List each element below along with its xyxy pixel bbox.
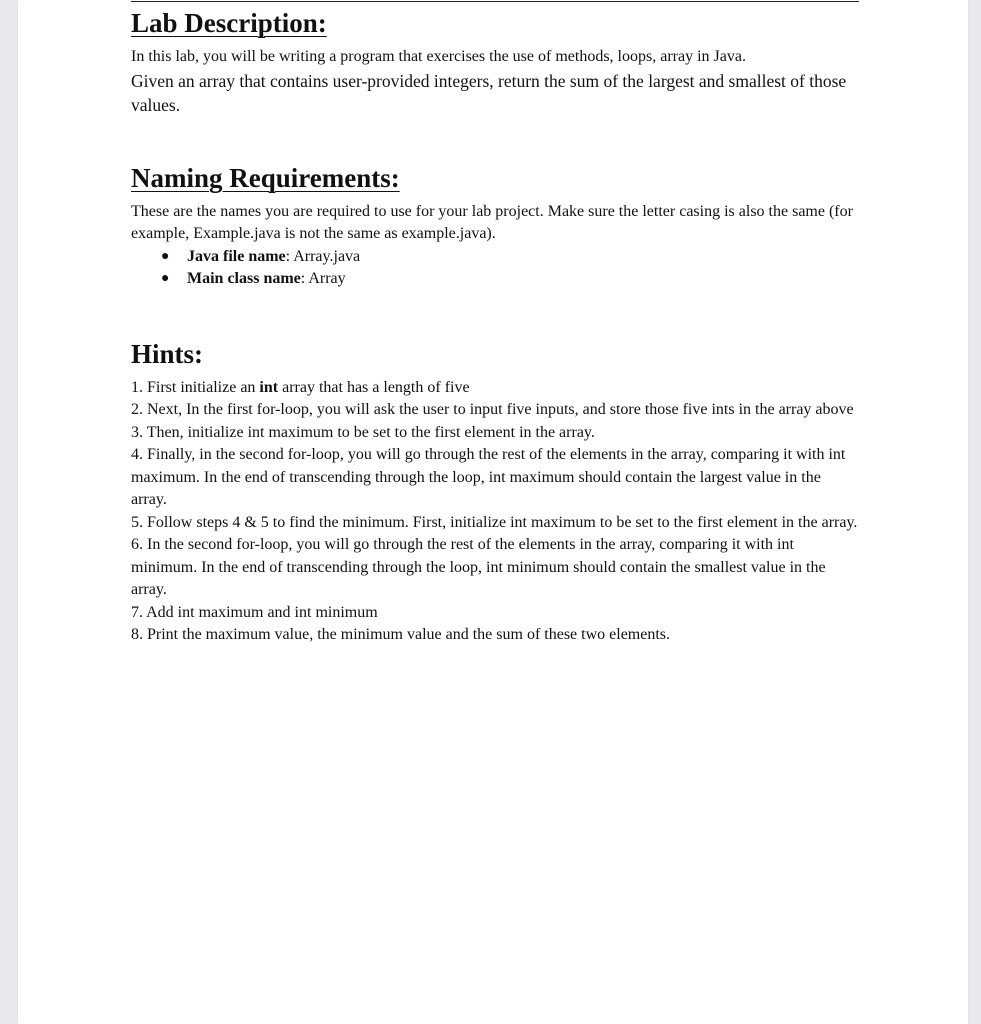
list-item: 8. Print the maximum value, the minimum value and the sum of these two elements.: [131, 626, 671, 643]
list-item: 3. Then, initialize int maximum to be set to the first element in the array.: [131, 423, 595, 441]
lab-description-line-1: In this lab, you will be writing a program that exercises the use of methods, loops, array in Java.: [131, 48, 746, 65]
list-item: 4. Finally, in the second for-loop, you will go through the rest of the elements in the array, comparing it with int maximum. In the end of transcending through the loop, int maximum should contain the largest value in the array.: [131, 446, 846, 508]
requirement-label: Java file name: [187, 247, 286, 265]
list-item: [131, 377, 859, 400]
bullet-icon: ●: [161, 271, 170, 286]
requirement-value: : Array.java: [285, 247, 361, 265]
list-item: [131, 246, 859, 269]
requirement-label: Main class name: [187, 270, 301, 287]
lab-description-section: [131, 6, 859, 118]
list-item: 2. Next, In the first for-loop, you will ask the user to input five inputs, and store those five ints in the array above: [131, 401, 854, 418]
hint-1-text-post: array that has a length of five: [278, 378, 470, 396]
requirement-value: : Array: [300, 270, 346, 287]
hints-list: [131, 377, 859, 647]
list-item: [131, 268, 859, 291]
naming-requirements-list: [131, 246, 859, 291]
hints-heading: Hints:: [131, 338, 204, 369]
naming-requirements-section: [131, 161, 859, 291]
lab-description-line-2: Given an array that contains user-provided integers, return the sum of the largest and smallest of those values.: [131, 70, 847, 115]
hint-1-text-pre: 1. First initialize an: [131, 378, 260, 396]
naming-requirements-intro: These are the names you are required to use for your lab project. Make sure the letter casing is also the same (for example, Example.java is not the same as example.java).: [131, 202, 853, 242]
list-item: 7. Add int maximum and int minimum: [131, 603, 378, 621]
top-divider: [131, 1, 859, 2]
bullet-icon: ●: [161, 248, 170, 264]
list-item: 6. In the second for-loop, you will go through the rest of the elements in the array, comparing it with int minimum. In the end of transcending through the loop, int minimum should contain the smallest value in the array.: [131, 536, 826, 598]
document-page: [18, 0, 968, 1024]
lab-description-heading: Lab Description:: [131, 8, 327, 38]
list-item: 5. Follow steps 4 & 5 to find the minimum. First, initialize int maximum to be set to the first element in the array.: [131, 513, 858, 531]
naming-requirements-heading: Naming Requirements:: [131, 162, 400, 193]
document-content: [131, 6, 859, 647]
hint-1-text-bold: int: [259, 378, 279, 396]
hints-section: [131, 337, 859, 647]
